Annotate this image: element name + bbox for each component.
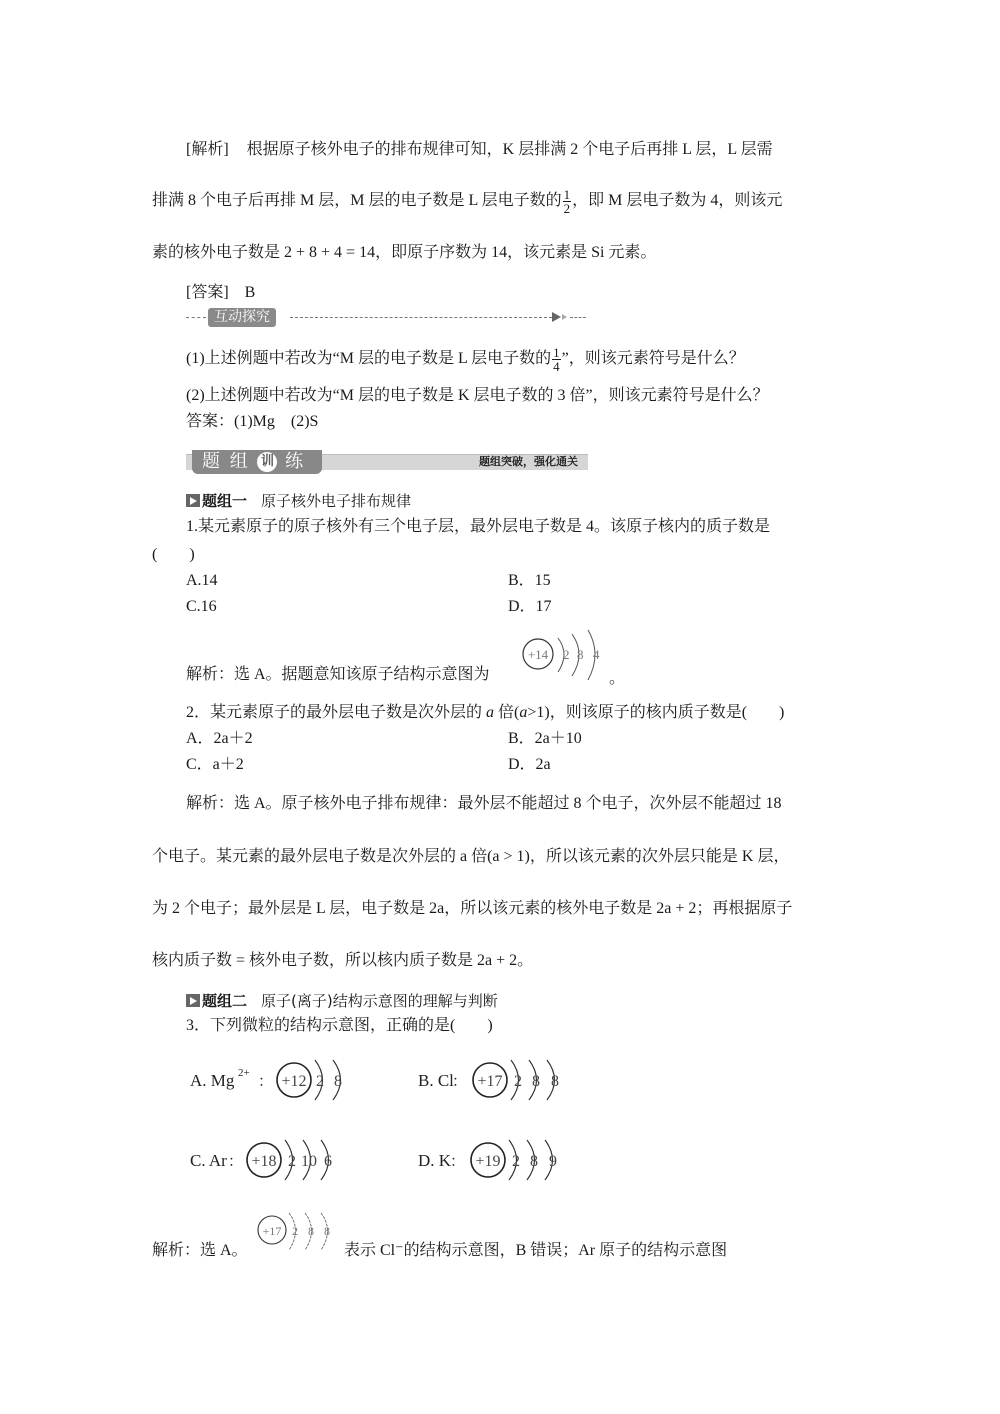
svg-text:D. K: D. K: [418, 1151, 452, 1170]
svg-text:2: 2: [316, 1073, 324, 1090]
svg-text:2: 2: [563, 647, 570, 662]
svg-text:8: 8: [324, 1224, 330, 1238]
q2-analysis-line-3: 为 2 个电子；最外层是 L 层，电子数是 2a，所以该元素的核外电子数是 2a + 2；再根据原子: [152, 900, 793, 917]
svg-text:+17: +17: [477, 1073, 503, 1090]
q2-analysis-line-2: 个电子。某元素的最外层电子数是次外层的 a 倍(a > 1)，所以该元素的次外层只能是 K 层，: [152, 848, 790, 865]
svg-text:10: 10: [301, 1153, 317, 1170]
q3-analysis-prefix: 解析：选 A。: [152, 1242, 248, 1259]
q1-option-a: A.14: [186, 572, 218, 589]
explore-answer: 答案：(1)Mg (2)S: [186, 413, 319, 430]
fraction-one-half: $\frac{1}{2}$: [563, 187, 571, 216]
svg-text:4: 4: [593, 647, 600, 662]
svg-text:：: ：: [450, 1152, 466, 1170]
q2-stem: 2．某元素原子的最外层电子数是次外层的 a 倍(a>1)，则该原子的核内质子数是( ): [186, 704, 785, 721]
svg-text:8: 8: [577, 647, 584, 662]
atom-diagram-cl-ion: [256, 1210, 346, 1265]
q3-option-d: [418, 1136, 598, 1191]
group-1-heading: 题组一 原子核外电子排布规律: [186, 490, 411, 511]
svg-text:+18: +18: [251, 1153, 277, 1170]
svg-text:8: 8: [308, 1224, 314, 1238]
svg-text:2: 2: [512, 1153, 520, 1170]
training-banner: [186, 450, 588, 474]
q2-option-a: A．2a＋2: [186, 730, 253, 747]
q3-analysis-text: 表示 Cl⁻的结构示意图，B 错误；Ar 原子的结构示意图: [344, 1242, 728, 1259]
svg-text:+19: +19: [475, 1153, 501, 1170]
play-triangle-icon: [186, 494, 200, 507]
arrow-icon: [562, 314, 567, 320]
q1-answer-paren: ( ): [152, 546, 195, 563]
example-answer: [答案] B: [186, 284, 256, 301]
explore-question-2: (2)上述例题中若改为“M 层的电子数是 K 层电子数的 3 倍”，则该元素符号是什么？: [186, 387, 769, 404]
q1-analysis: 解析：选 A。据题意知该原子结构示意图为: [186, 666, 490, 683]
q2-option-d: D．2a: [508, 756, 551, 773]
q3-option-b: [418, 1056, 598, 1111]
explore-tag: 互动探究: [208, 308, 276, 327]
q1-stem: 1.某元素原子的原子核外有三个电子层，最外层电子数是 4。该原子核内的质子数是: [186, 518, 771, 535]
svg-text:2+: 2+: [238, 1067, 250, 1079]
svg-text:6: 6: [324, 1153, 332, 1170]
q2-option-b: B．2a＋10: [508, 730, 582, 747]
q3-stem: 3．下列微粒的结构示意图，正确的是( ): [186, 1017, 493, 1034]
q3-option-a: [190, 1056, 370, 1111]
example-analysis-line-3: 素的核外电子数是 2 + 8 + 4 = 14，即原子序数为 14，该元素是 Si 元素。: [152, 244, 657, 261]
svg-text:：: ：: [228, 1152, 244, 1170]
arrow-icon: [552, 312, 561, 322]
svg-text:2: 2: [292, 1224, 298, 1238]
explore-question-1: (1)上述例题中若改为“M 层的电子数是 L 层电子数的 $\frac{1}{4}$ ”，则该元素符号是什么？: [186, 345, 745, 374]
svg-text:9: 9: [549, 1153, 557, 1170]
example-analysis-line-2: 排满 8 个电子后再排 M 层，M 层的电子数是 L 层电子数的 $\frac{1}{2}$ ，即 M 层电子数为 4，则该元: [152, 187, 783, 216]
svg-text:8: 8: [334, 1073, 342, 1090]
example-analysis-line-1: [解析] 根据原子核外电子的排布规律可知，K 层排满 2 个电子后再排 L 层，L 层需: [186, 141, 773, 158]
training-slogan: 题组突破，强化通关: [479, 455, 578, 468]
fraction-one-quarter: $\frac{1}{4}$: [553, 345, 560, 374]
svg-text:：: ：: [258, 1072, 274, 1090]
explore-divider: [186, 308, 586, 328]
q1-option-c: C.16: [186, 598, 217, 615]
svg-text:+14: +14: [527, 647, 549, 662]
svg-text:B. Cl: B. Cl: [418, 1071, 454, 1090]
play-triangle-icon: [186, 994, 200, 1007]
svg-text:8: 8: [551, 1073, 559, 1090]
svg-text:+12: +12: [281, 1073, 307, 1090]
svg-text:8: 8: [532, 1073, 540, 1090]
q2-analysis-line-1: 解析：选 A。原子核外电子排布规律：最外层不能超过 8 个电子，次外层不能超过 18: [186, 795, 782, 812]
svg-text:A. Mg: A. Mg: [190, 1071, 235, 1090]
q3-option-c: [190, 1136, 370, 1191]
q1-option-b: B．15: [508, 572, 551, 589]
svg-text:8: 8: [530, 1153, 538, 1170]
svg-text:+17: +17: [262, 1224, 282, 1238]
q2-option-c: C．a＋2: [186, 756, 244, 773]
q1-option-d: D．17: [508, 598, 552, 615]
svg-text:2: 2: [288, 1153, 296, 1170]
group-2-heading: 题组二 原子(离子)结构示意图的理解与判断: [186, 990, 498, 1011]
svg-text:C. Ar: C. Ar: [190, 1151, 227, 1170]
q1-analysis-period: 。: [609, 670, 626, 687]
svg-text:2: 2: [514, 1073, 522, 1090]
training-title: 题 组 训 练: [192, 450, 322, 474]
svg-text:：: ：: [452, 1072, 468, 1090]
q2-analysis-line-4: 核内质子数 = 核外电子数，所以核内质子数是 2a + 2。: [152, 952, 534, 969]
analysis-label: [解析]: [186, 141, 229, 158]
